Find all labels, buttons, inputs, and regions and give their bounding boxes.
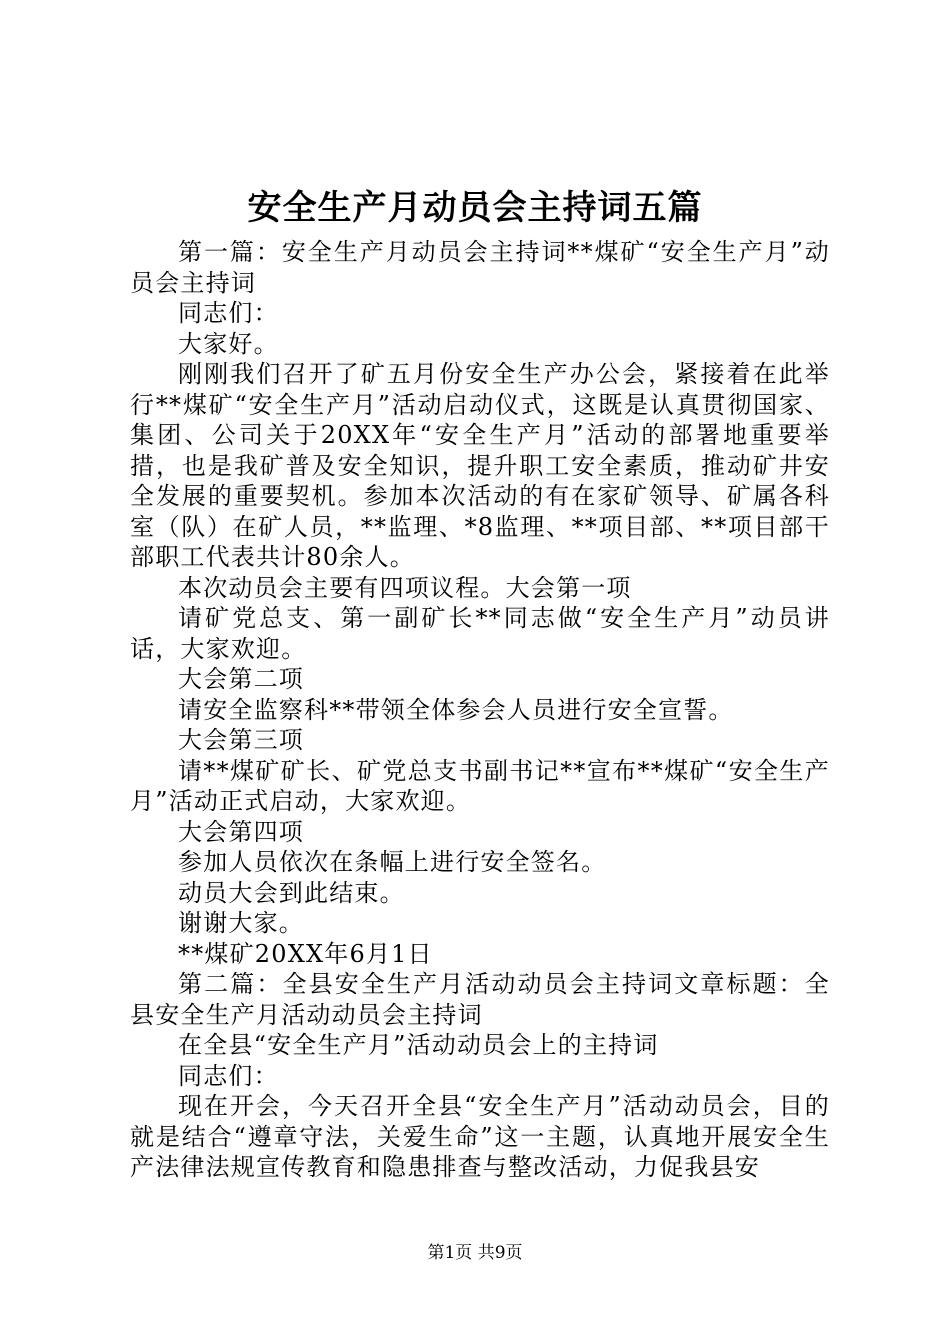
paragraph: 本次动员会主要有四项议程。大会第一项 [178, 573, 632, 602]
paragraph: 在全县“安全生产月”活动动员会上的主持词 [178, 1031, 659, 1059]
paragraph: 大家好。 [178, 329, 279, 358]
page-number-footer: 第1页 共9页 [427, 1243, 523, 1263]
paragraph: 同志们： [178, 299, 279, 327]
paragraph: 同志们： [178, 1061, 279, 1090]
document-body [130, 237, 830, 1183]
document-title: 安全生产月动员会主持词五篇 [247, 188, 703, 228]
paragraph: 第二篇：全县安全生产月活动动员会主持词文章标题：全县安全生产月活动动员会主持词 [130, 970, 830, 1029]
paragraph: 大会第四项 [178, 817, 304, 846]
paragraph: 请矿党总支、第一副矿长**同志做“安全生产月”动员讲话，大家欢迎。 [130, 604, 830, 663]
paragraph: 第一篇：安全生产月动员会主持词**煤矿“安全生产月”动员会主持词 [130, 238, 830, 297]
paragraph: 请**煤矿矿长、矿党总支书副书记**宣布**煤矿“安全生产月”活动正式启动，大家欢迎。 [130, 756, 830, 815]
paragraph: 刚刚我们召开了矿五月份安全生产办公会，紧接着在此举行**煤矿“安全生产月”活动启动仪式，这既是认真贯彻国家、集团、公司关于20XX年“安全生产月”活动的部署地重要举措，也是我矿普及安全知识，提升职工安全素质，推动矿井安全发展的重要契机。参加本次活动的有在家矿领导、矿属各科室（队）在矿人员，**监理、*8监理、**项目部、**项目部干部职工代表共计80余人。 [130, 360, 830, 571]
paragraph: 大会第三项 [178, 726, 304, 754]
paragraph: 参加人员依次在条幅上进行安全签名。 [178, 848, 607, 876]
paragraph: **煤矿20XX年6月1日 [178, 939, 433, 968]
paragraph: 谢谢大家。 [178, 909, 304, 937]
paragraph: 现在开会，今天召开全县“安全生产月”活动动员会，目的就是结合“遵章守法，关爱生命”这一主题，认真地开展安全生产法律法规宣传教育和隐患排查与整改活动，力促我县安 [130, 1092, 830, 1181]
paragraph: 大会第二项 [178, 665, 304, 693]
paragraph: 请安全监察科**带领全体参会人员进行安全宣誓。 [178, 695, 734, 724]
paragraph: 动员大会到此结束。 [178, 878, 405, 907]
